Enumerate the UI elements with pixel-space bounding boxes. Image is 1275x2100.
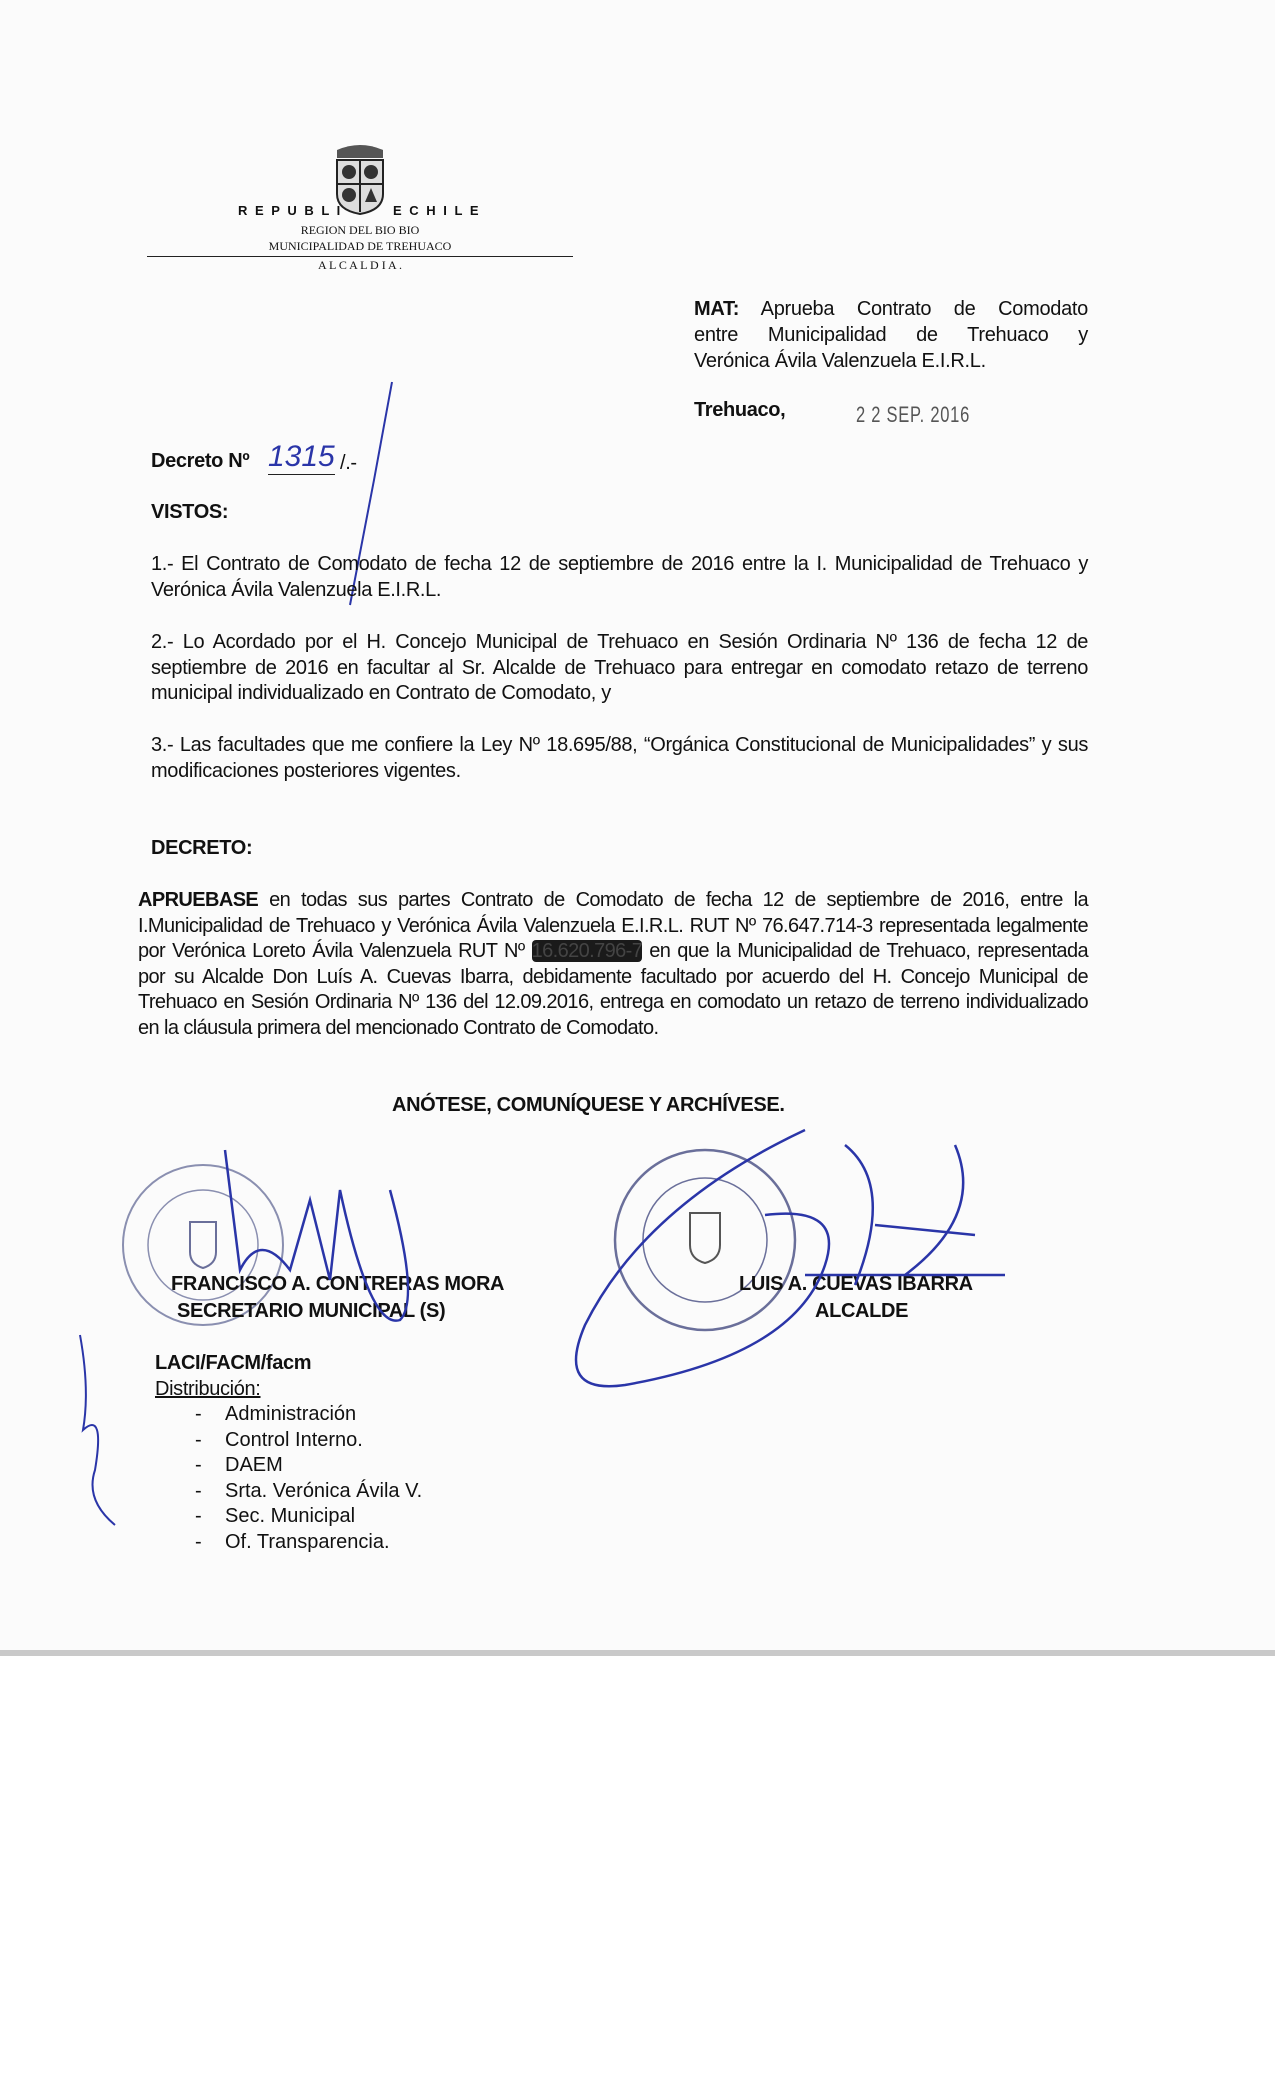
municipality-label: MUNICIPALIDAD DE TREHUACO bbox=[268, 239, 452, 253]
date-stamp: 2 2 SEP. 2016 bbox=[856, 402, 971, 427]
distribution-item: - Of. Transparencia. bbox=[195, 1530, 390, 1553]
decreto-title: DECRETO: bbox=[151, 837, 253, 859]
mayor-title: ALCALDE bbox=[815, 1300, 909, 1322]
distribution-title: Distribución: bbox=[155, 1378, 261, 1400]
subject-line-2: entre Municipalidad de Trehuaco y bbox=[694, 324, 1088, 346]
redacted-rut: 16.620.796-7 bbox=[531, 940, 643, 962]
decreto-body-a: en todas sus partes Contrato de Comodato de fecha 12 de septiembre de 2016, entre la I.Municipalidad de Trehuaco y Verónica Ávila Valenzuela E.I.R.L. RUT Nº 76.647.714-3 representada legalmente por Verónica Loreto Ávila Valenzuela RUT Nº bbox=[138, 889, 1088, 962]
initials: LACI/FACM/facm bbox=[155, 1352, 312, 1374]
header-rule bbox=[147, 256, 573, 257]
subject-line-3: Verónica Ávila Valenzuela E.I.R.L. bbox=[694, 350, 986, 372]
secretary-title: SECRETARIO MUNICIPAL (S) bbox=[177, 1300, 446, 1322]
secretary-name: FRANCISCO A. CONTRERAS MORA bbox=[171, 1273, 505, 1295]
decree-label: Decreto Nº bbox=[151, 450, 250, 472]
region-label: REGION DEL BIO BIO bbox=[300, 223, 420, 237]
decree-suffix: /.- bbox=[340, 452, 357, 474]
vistos-item-1: 1.- El Contrato de Comodato de fecha 12 de septiembre de 2016 entre la I. Municipalidad de Trehuaco y Verónica Ávila Valenzuela E.I.R.L. bbox=[151, 553, 1088, 601]
distribution-item: - Srta. Verónica Ávila V. bbox=[195, 1479, 423, 1502]
republic-right: E C H I L E bbox=[393, 203, 481, 218]
vistos-title: VISTOS: bbox=[151, 501, 229, 523]
decreto-body bbox=[138, 888, 1088, 1041]
mayor-name: LUIS A. CUEVAS IBARRA bbox=[739, 1273, 973, 1295]
subject-line-1: Aprueba Contrato de Comodato bbox=[760, 298, 1088, 320]
distribution-item: - Control Interno. bbox=[195, 1428, 363, 1451]
republic-left: R E P U B L I bbox=[238, 203, 343, 218]
mayor-signature bbox=[545, 1125, 1015, 1405]
margin-signature bbox=[75, 1330, 135, 1530]
subject-label: MAT: bbox=[694, 298, 740, 320]
place-label: Trehuaco, bbox=[694, 399, 786, 421]
decreto-lead: APRUEBASE bbox=[138, 889, 259, 911]
distribution-list bbox=[195, 1402, 422, 1556]
distribution-item: - Administración bbox=[195, 1403, 357, 1425]
distribution-item: - DAEM bbox=[195, 1454, 283, 1477]
closing-formula: ANÓTESE, COMUNÍQUESE Y ARCHÍVESE. bbox=[392, 1094, 785, 1116]
subject-block bbox=[694, 296, 1088, 374]
vistos-item-3: 3.- Las facultades que me confiere la Ley Nº 18.695/88, “Orgánica Constitucional de Municipalidades” y sus modificaciones posteriores vigentes. bbox=[151, 734, 1088, 782]
decreto-body-b: en que la Municipalidad de Trehuaco, representada por su Alcalde Don Luís A. Cuevas Ibarra, debidamente facultado por acuerdo del H. Concejo Municipal de Trehuaco en Sesión Ordinaria Nº 136 del 12.09.2016, entrega en comodato un retazo de terreno individualizado en la cláusula primera del mencionado Contrato de Comodato. bbox=[138, 940, 1088, 1039]
vistos-item-2: 2.- Lo Acordado por el H. Concejo Municipal de Trehuaco en Sesión Ordinaria Nº 136 de fecha 12 de septiembre de 2016 en facultar al Sr. Alcalde de Trehuaco para entregar en comodato retazo de terreno municipal individualizado en Contrato de Comodato, y bbox=[151, 631, 1088, 704]
distribution-item: - Sec. Municipal bbox=[195, 1505, 356, 1528]
office-label: A L C A L D I A . bbox=[317, 258, 403, 272]
decree-number: 1315 bbox=[268, 440, 335, 473]
